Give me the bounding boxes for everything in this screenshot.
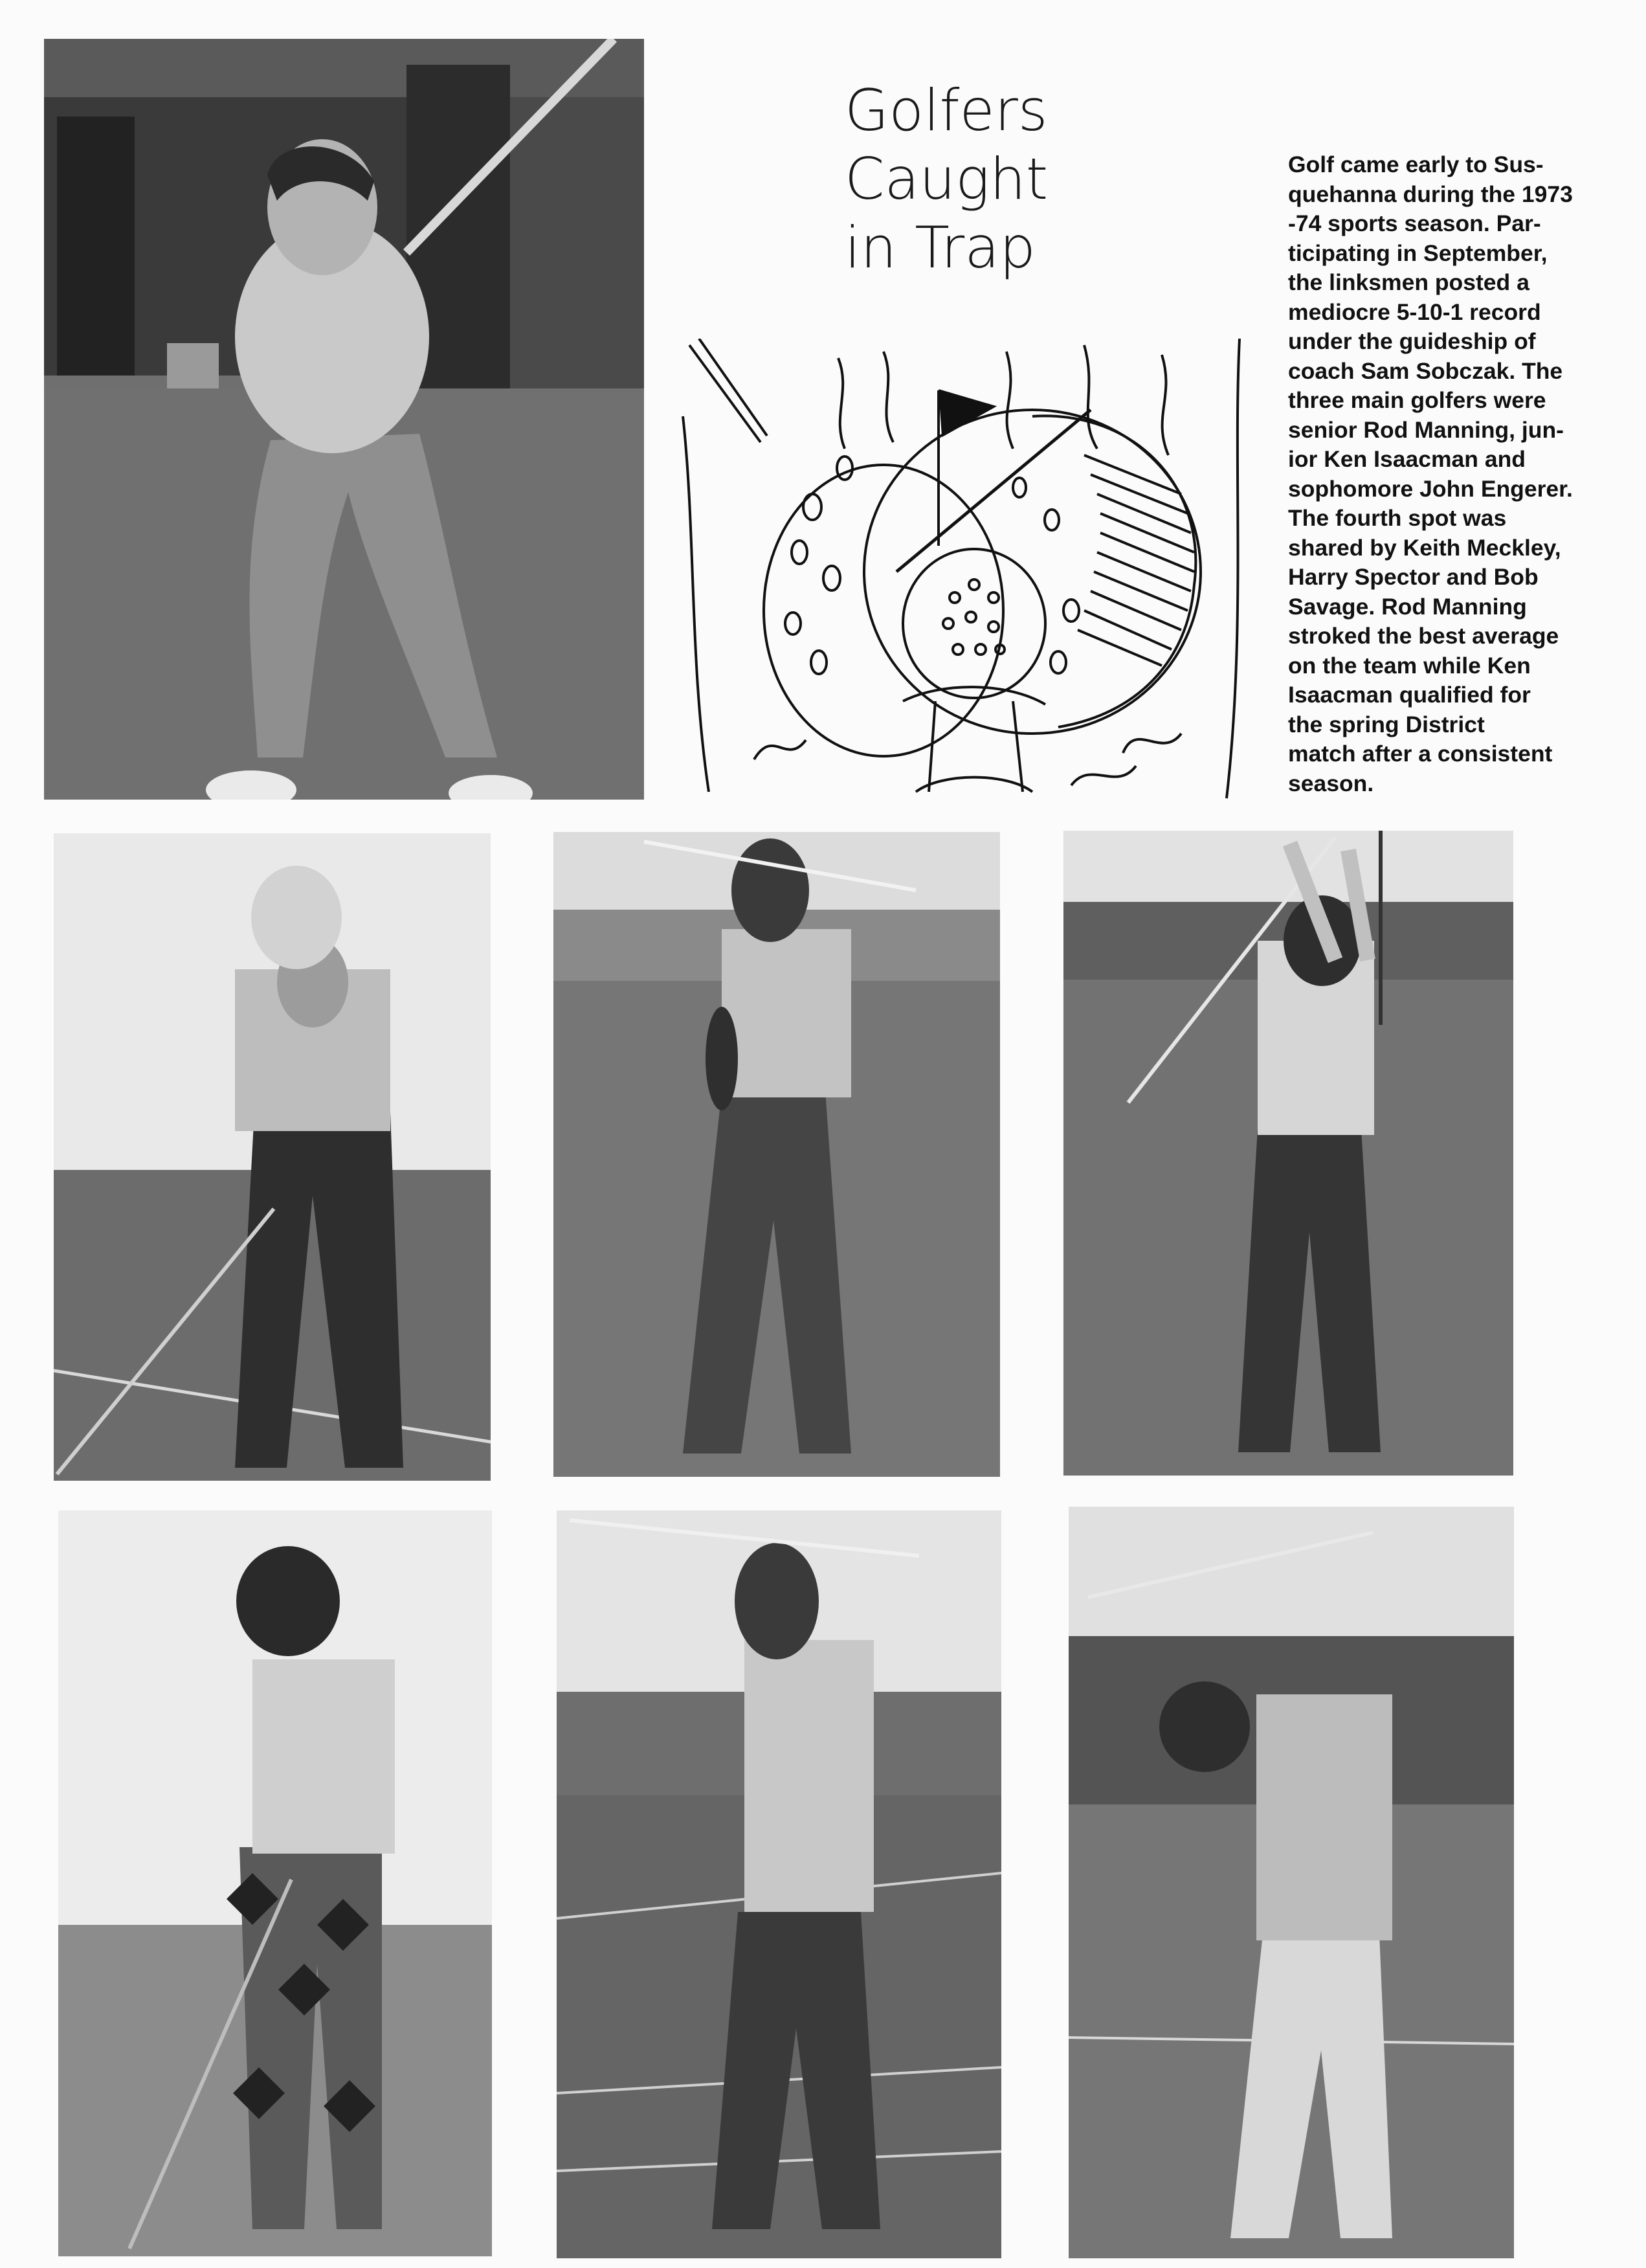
- body-line: ior Ken Isaacman and: [1288, 446, 1526, 472]
- headline-line: Golfers: [845, 77, 1048, 144]
- photo-golfer-high-finish: [1063, 831, 1513, 1476]
- body-line: season.: [1288, 770, 1374, 796]
- body-line: -74 sports season. Par-: [1288, 210, 1541, 236]
- body-line: The fourth spot was: [1288, 505, 1507, 531]
- headline-line: in Trap: [845, 214, 1036, 281]
- body-line: sophomore John Engerer.: [1288, 475, 1573, 502]
- photo-coach-swing: [44, 39, 644, 800]
- body-line: match after a consistent: [1288, 741, 1553, 767]
- body-line: on the team while Ken: [1288, 652, 1531, 679]
- body-line: three main golfers were: [1288, 387, 1546, 413]
- photo-golfer-diamond-pants: [58, 1510, 492, 2256]
- photo-golfer-finish-pose: [557, 1510, 1001, 2258]
- body-line: senior Rod Manning, jun-: [1288, 416, 1564, 443]
- body-line: the linksmen posted a: [1288, 269, 1529, 295]
- photo-golfer-full-finish: [1069, 1507, 1514, 2258]
- body-line: shared by Keith Meckley,: [1288, 534, 1561, 561]
- body-line: Savage. Rod Manning: [1288, 593, 1527, 620]
- article-headline: [845, 76, 1129, 282]
- article-body: [1288, 150, 1638, 798]
- headline-line: Caught: [845, 146, 1049, 212]
- body-line: quehanna during the 1973: [1288, 181, 1573, 207]
- body-line: coach Sam Sobczak. The: [1288, 357, 1563, 384]
- body-line: ticipating in September,: [1288, 240, 1548, 266]
- golf-ball-sketch-illustration: [670, 339, 1256, 805]
- body-line: Isaacman qualified for: [1288, 682, 1531, 708]
- body-line: Golf came early to Sus-: [1288, 152, 1544, 177]
- body-line: Harry Spector and Bob: [1288, 564, 1539, 590]
- body-line: under the guideship of: [1288, 328, 1536, 354]
- body-line: mediocre 5-10-1 record: [1288, 298, 1541, 325]
- body-line: stroked the best average: [1288, 623, 1559, 649]
- photo-golfer-address: [54, 833, 491, 1481]
- body-line: the spring District: [1288, 711, 1485, 737]
- photo-golfer-backswing: [553, 832, 1000, 1477]
